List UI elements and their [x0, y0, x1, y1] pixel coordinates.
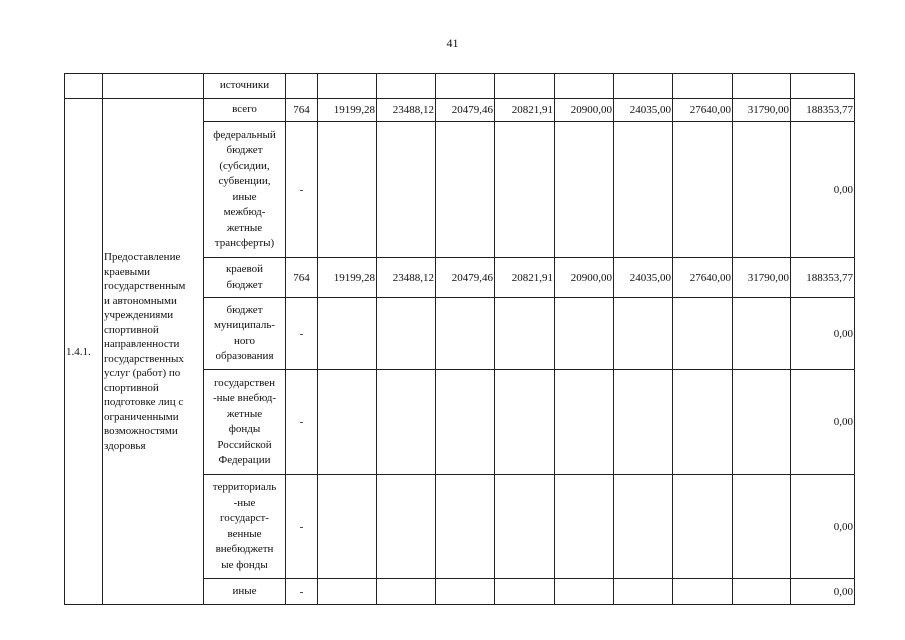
source-label: иные: [204, 579, 286, 605]
code-cell: 764: [286, 258, 318, 298]
empty-cell: [495, 74, 555, 99]
value-cell: [436, 370, 495, 475]
value-cell: 24035,00: [614, 258, 673, 298]
value-cell: [436, 475, 495, 579]
value-cell: [318, 298, 377, 370]
total-cell: 0,00: [791, 122, 855, 258]
value-cell: 27640,00: [673, 99, 733, 122]
value-cell: 19199,28: [318, 99, 377, 122]
value-cell: [436, 122, 495, 258]
table-header-row: [65, 74, 855, 99]
total-cell: 0,00: [791, 475, 855, 579]
source-label: краевой бюджет: [204, 258, 286, 298]
value-cell: [673, 579, 733, 605]
value-cell: [614, 370, 673, 475]
value-cell: [614, 579, 673, 605]
value-cell: [377, 579, 436, 605]
value-cell: [733, 579, 791, 605]
value-cell: [495, 475, 555, 579]
value-cell: [495, 579, 555, 605]
source-label: федеральный бюджет (субсидии, субвенции, иные межбюд- жетные трансферты): [204, 122, 286, 258]
value-cell: [436, 579, 495, 605]
value-cell: 27640,00: [673, 258, 733, 298]
code-cell: -: [286, 370, 318, 475]
item-name: Предоставление краевыми государственным и автономными учреждениями спортивной направленности государственных услуг (работ) по спортивной подготовке лиц с ограниченными возможностями здоровья: [103, 99, 204, 605]
value-cell: [733, 122, 791, 258]
table-row: [65, 99, 855, 122]
value-cell: [733, 298, 791, 370]
value-cell: 20900,00: [555, 99, 614, 122]
value-cell: 19199,28: [318, 258, 377, 298]
value-cell: 20821,91: [495, 258, 555, 298]
empty-cell: [555, 74, 614, 99]
total-cell: 0,00: [791, 579, 855, 605]
item-index: 1.4.1.: [65, 99, 103, 605]
value-cell: [673, 122, 733, 258]
source-label: всего: [204, 99, 286, 122]
value-cell: [495, 122, 555, 258]
value-cell: [673, 475, 733, 579]
empty-cell: [65, 74, 103, 99]
code-cell: -: [286, 579, 318, 605]
empty-cell: [733, 74, 791, 99]
empty-cell: [614, 74, 673, 99]
value-cell: 31790,00: [733, 258, 791, 298]
value-cell: 20821,91: [495, 99, 555, 122]
code-cell: 764: [286, 99, 318, 122]
source-label: государствен -ные внебюд- жетные фонды Российской Федерации: [204, 370, 286, 475]
value-cell: [733, 475, 791, 579]
code-cell: -: [286, 298, 318, 370]
empty-cell: [377, 74, 436, 99]
value-cell: [614, 475, 673, 579]
total-cell: 188353,77: [791, 258, 855, 298]
value-cell: [555, 122, 614, 258]
value-cell: 23488,12: [377, 99, 436, 122]
value-cell: [377, 122, 436, 258]
value-cell: [377, 298, 436, 370]
value-cell: 24035,00: [614, 99, 673, 122]
code-cell: -: [286, 475, 318, 579]
value-cell: [555, 370, 614, 475]
page-number: 41: [446, 36, 459, 50]
value-cell: [555, 579, 614, 605]
total-cell: 0,00: [791, 370, 855, 475]
value-cell: [377, 475, 436, 579]
value-cell: 20479,46: [436, 99, 495, 122]
empty-cell: [103, 74, 204, 99]
empty-cell: [673, 74, 733, 99]
budget-table: [64, 73, 855, 605]
source-label: бюджет муниципаль- ного образования: [204, 298, 286, 370]
value-cell: 31790,00: [733, 99, 791, 122]
source-header: источники: [204, 74, 286, 99]
value-cell: [614, 122, 673, 258]
total-cell: 188353,77: [791, 99, 855, 122]
empty-cell: [791, 74, 855, 99]
value-cell: [495, 298, 555, 370]
value-cell: 20479,46: [436, 258, 495, 298]
empty-cell: [286, 74, 318, 99]
value-cell: [733, 370, 791, 475]
source-label: территориаль -ные государст- венные внебюджетн ые фонды: [204, 475, 286, 579]
value-cell: [318, 475, 377, 579]
value-cell: [436, 298, 495, 370]
value-cell: [673, 298, 733, 370]
value-cell: [673, 370, 733, 475]
value-cell: [555, 298, 614, 370]
value-cell: 23488,12: [377, 258, 436, 298]
value-cell: [318, 370, 377, 475]
value-cell: 20900,00: [555, 258, 614, 298]
value-cell: [377, 370, 436, 475]
value-cell: [318, 122, 377, 258]
value-cell: [318, 579, 377, 605]
value-cell: [495, 370, 555, 475]
total-cell: 0,00: [791, 298, 855, 370]
code-cell: -: [286, 122, 318, 258]
value-cell: [555, 475, 614, 579]
empty-cell: [318, 74, 377, 99]
empty-cell: [436, 74, 495, 99]
value-cell: [614, 298, 673, 370]
